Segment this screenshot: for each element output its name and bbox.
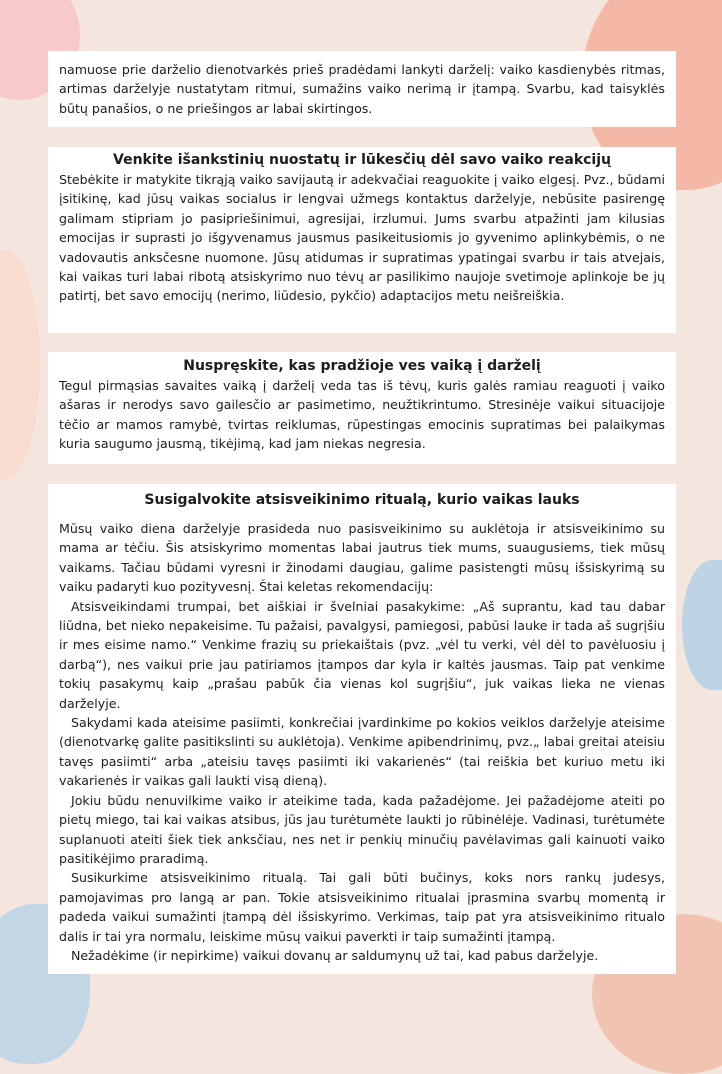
section-heading: Venkite išankstinių nuostatų ir lūkesčių dėl savo vaiko reakcijų <box>113 152 611 168</box>
decorative-blob-middle-left <box>0 250 40 480</box>
section-paragraph: Sakydami kada ateisime pasiimti, konkrečiai įvardinkime po kokios veiklos darželyje ateisime (dienotvarkę galite pasitikslinti su auklėtoja). Venkime apibendrinimų, pvz.„ labai greitai ateisiu tavęs pasiimti“ arba „ateisiu tavęs pasiimti iki vakarienės“ (tai reiškia bet kuriuo metu iki vakarienės ir vaikas gali laukti visą dieną). <box>59 715 665 789</box>
intro-card <box>48 51 676 127</box>
section-paragraph: Jokiu būdu nenuvilkime vaiko ir ateikime tada, kada pažadėjome. Jei pažadėjome ateiti po pietų miego, tai kai vaikas atsibus, jūs jau turėtumėte laukti jo rūbinėlėje. Vadinasi, turėtumėte suplanuoti ateiti šiek tiek anksčiau, nes net ir penkių minučių pavėlavimas gali kainuoti vaiko pasitikėjimo praradimą. <box>59 792 665 866</box>
who-brings-section <box>48 352 676 464</box>
section-paragraph: Tegul pirmąsias savaites vaiką į darželį veda tas iš tėvų, kuris galės ramiau reaguoti į vaiko ašaras ir nerodys savo gailesčio ar pasimetimo, neužtikrintumo. Stresinėje vaikui situacijoje tėčio ar mamos ramybė, tvirtas reiklumas, rūpestingas emocinis supratimas bei palaikymas kuria saugumo jausmą, tikėjimą, kad jam niekas negresia. <box>59 378 665 452</box>
ritual-section <box>48 484 676 974</box>
expectations-section <box>48 147 676 333</box>
section-paragraph: Susikurkime atsisveikinimo ritualą. Tai gali būti bučinys, koks nors rankų judesys, pamojavimas pro langą ar pan. Tokie atsisveikinimo ritualai įprasmina svarbų momentą ir padeda vaikui sumažinti įtampą dėl išsiskyrimo. Verkimas, taip pat yra atsisveikinimo ritualo dalis ir tai yra normalu, leiskime mūsų vaikui paverkti ir taip sumažinti įtampą. <box>59 870 665 944</box>
section-heading: Susigalvokite atsisveikinimo ritualą, kurio vaikas lauks <box>144 492 580 508</box>
section-paragraph: Nežadėkime (ir nepirkime) vaikui dovanų ar saldumynų už tai, kad pabus darželyje. <box>71 947 599 963</box>
intro-paragraph: namuose prie darželio dienotvarkės prieš pradėdami lankyti darželį: vaiko kasdienybės ritmas, artimas darželyje nustatytam ritmui, sumažins vaiko nerimą ir įtampą. Svarbu, kad taisyklės būtų panašios, o ne priešingos ar labai skirtingos. <box>59 62 665 116</box>
section-paragraph: Atsisveikindami trumpai, bet aiškiai ir švelniai pasakykime: „Aš suprantu, kad tau dabar liūdna, bet nieko nepakeisime. Tu pažaisi, pavalgysi, pamiegosi, pabūsi lauke ir tada aš sugrįšiu ir mes eisime namo.“ Venkime frazių su priekaištais (pvz. „vėl tu verki, vėl dėl to pavėluosiu į darbą“), nes vaikui prie jau patiriamos įtampos dar kyla ir kaltės jausmas. Taip pat venkime tokių pasakymų kaip „prašau pabūk čia vienas kol sugrįšiu“, juk vaikas lieka ne vienas darželyje. <box>59 598 665 711</box>
section-heading: Nuspręskite, kas pradžioje ves vaiką į darželį <box>183 358 541 374</box>
section-paragraph: Stebėkite ir matykite tikrąją vaiko savijautą ir adekvačiai reaguokite į vaiko elgesį. Pvz., būdami įsitikinę, kad jūsų vaikas socialus ir lengvai užmegs kontaktus darželyje, nebūsite pasirengę galimam stipriam jo pasipriešinimui, agresijai, irzlumui. Jums svarbu atpažinti jam kilusias emocijas ir suprasti jo išgyvenamus jausmus pasikeitusiomis jo gyvenimo aplinkybėmis, o ne vadovautis anksčesne nuomone. Jūsų atidumas ir supratimas ypatingai svarbu ir tais atvejais, kai vaikas turi labai ribotą atsiskyrimo nuo tėvų ar pasilikimo naujoje svetimoje aplinkoje be jų patirtį, bet savo emocijų (nerimo, liūdesio, pykčio) adaptacijos metu neišreiškia. <box>59 172 665 304</box>
decorative-blob-right <box>682 560 722 690</box>
section-paragraph: Mūsų vaiko diena darželyje prasideda nuo pasisveikinimo su auklėtoja ir atsisveikinimo su mama ar tėčiu. Šis atsiskyrimo momentas labai jautrus tiek mums, suaugusiems, tiek mūsų vaikams. Tačiau būdami vyresni ir žinodami daugiau, galime pasistengti mūsų išsiskyrimą su vaiku padaryti kuo pozityvesnį. Štai keletas rekomendacijų: <box>59 521 665 595</box>
